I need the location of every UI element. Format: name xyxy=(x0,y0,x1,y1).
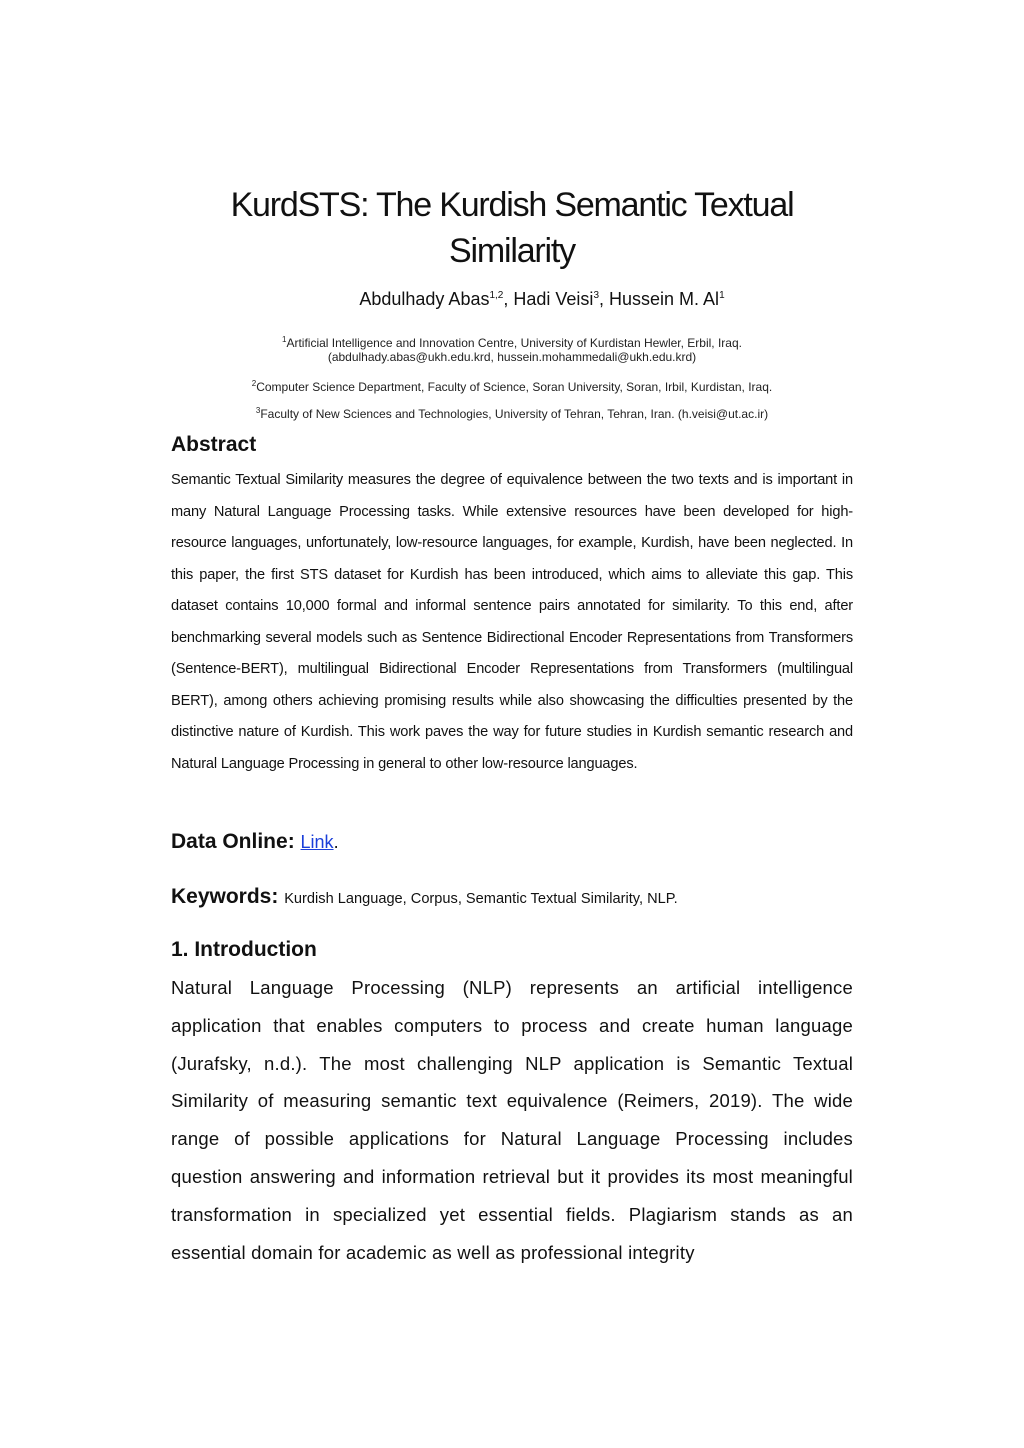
data-online-label: Data Online: xyxy=(171,830,295,853)
author-name: Hadi Veisi xyxy=(513,289,594,309)
author-list: Abdulhady Abas$^{1,2}$, Hadi Veisi$^3$, Hussein M. Al$^1$ xyxy=(359,289,725,309)
author-affiliation-mark: 1,2 xyxy=(489,290,504,301)
affiliation-2: $^2$Computer Science Department, Faculty of Science, Soran University, Soran, Irbil, Kurdistan, Iraq. xyxy=(251,379,773,394)
data-online: Data Online: Link. xyxy=(171,830,339,853)
introduction-text: Natural Language Processing (NLP) represents an artificial intelligence application that enables computers to process and create human language (Jurafsky, n.d.). The most challenging NLP application is Semantic Textual Similarity of measuring semantic text equivalence (Reimers, 2019). The wide range of possible applications for Natural Language Processing includes question answering and information retrieval but it provides its most meaningful transformation in specialized yet essential fields. Plagiarism stands as an essential domain for academic as well as professional integrity xyxy=(171,977,853,1263)
author-name: Abdulhady Abas xyxy=(359,289,490,309)
affiliation-1: $^1$Artificial Intelligence and Innovation Centre, University of Kurdistan Hewler, Erbil, Iraq. xyxy=(281,335,742,350)
data-online-link[interactable]: Link xyxy=(300,832,334,852)
keywords-label: Keywords: xyxy=(171,885,279,908)
keywords xyxy=(171,883,678,913)
paper-title: KurdSTS: The Kurdish Semantic Textual Similarity xyxy=(230,186,794,270)
affiliation-3: $^3$Faculty of New Sciences and Technologies, University of Tehran, Tehran, Iran. (h.veisi@ut.ac.ir) xyxy=(255,406,769,421)
abstract-text: Semantic Textual Similarity measures the degree of equivalence between the two texts and is important in many Natural Language Processing tasks. While extensive resources have been developed for high-resource languages, unfortunately, low-resource languages, for example, Kurdish, have been neglected. In this paper, the first STS dataset for Kurdish has been introduced, which aims to alleviate this gap. This dataset contains 10,000 formal and informal sentence pairs annotated for similarity. To this end, after benchmarking several models such as Sentence Bidirectional Encoder Representations from Transformers (Sentence-BERT), multilingual Bidirectional Encoder Representations from Transformers (multilingual BERT), among others achieving promising results while also showcasing the difficulties presented by the distinctive nature of Kurdish. This work paves the way for future studies in Kurdish semantic research and Natural Language Processing in general to other low-resource languages. xyxy=(171,472,853,772)
author-name: Hussein M. Al xyxy=(609,289,720,309)
affiliation-1-emails: (abdulhady.abas@ukh.edu.krd, hussein.mohammedali@ukh.edu.krd) xyxy=(327,350,697,364)
introduction-heading: 1. Introduction xyxy=(171,938,317,961)
abstract-heading: Abstract xyxy=(171,433,257,456)
keywords-values: Kurdish Language, Corpus, Semantic Textual Similarity, NLP. xyxy=(284,891,678,907)
author-affiliation-mark: 3 xyxy=(593,290,599,301)
author-affiliation-mark: 1 xyxy=(719,290,725,301)
